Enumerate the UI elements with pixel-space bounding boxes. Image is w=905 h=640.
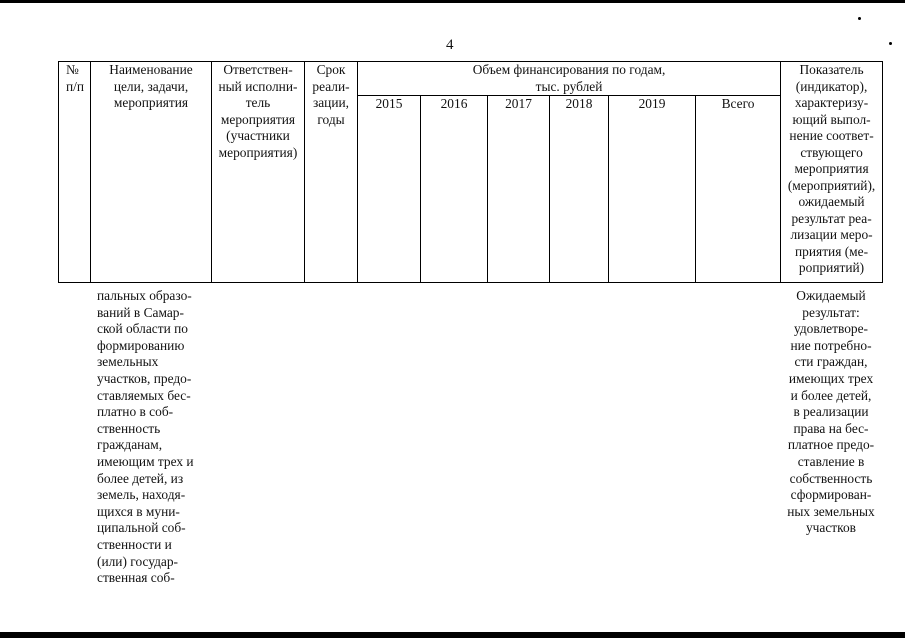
scan-speck-2 — [889, 42, 892, 45]
header-year-2019: 2019 — [609, 96, 696, 283]
header-number: № п/п — [59, 62, 91, 283]
continued-expected-result: Ожидаемый результат: удовлетворе- ние потребно- сти граждан, имеющих трех и более детей, в реализации права на бес- платное предо- ставление в собственность сформирован- ных земельных участков — [787, 288, 875, 536]
header-name: Наименование цели, задачи, мероприятия — [91, 62, 212, 283]
bottom-scan-border — [0, 632, 905, 638]
header-year-2018: 2018 — [550, 96, 609, 283]
header-term: Срок реали- зации, годы — [305, 62, 358, 283]
financing-table — [58, 61, 883, 283]
scan-speck-1 — [858, 17, 861, 20]
header-year-2015: 2015 — [358, 96, 421, 283]
page-number: 4 — [446, 37, 454, 53]
continued-activity-name: пальных образо- ваний в Самар- ской области по формированию земельных участков, предо- ставляемых бес- платно в соб- ственность гражданам, имеющим трех и более детей, из земель, находя- щихся в муни- ципальной соб- ственности и (или) государ- ственная соб- — [97, 288, 194, 586]
header-total: Всего — [696, 96, 781, 283]
top-scan-border — [0, 0, 905, 3]
header-year-2017: 2017 — [488, 96, 550, 283]
header-funding-group: Объем финансирования по годам, тыс. рублей — [358, 62, 781, 96]
header-executor: Ответствен- ный исполни- тель мероприятия (участники мероприятия) — [212, 62, 305, 283]
header-indicator: Показатель (индикатор), характеризу- ющий выпол- нение соответ- ствующего мероприятия (мероприятий), ожидаемый результат реа- лизации меро- приятия (ме- роприятий) — [781, 62, 883, 283]
header-year-2016: 2016 — [421, 96, 488, 283]
